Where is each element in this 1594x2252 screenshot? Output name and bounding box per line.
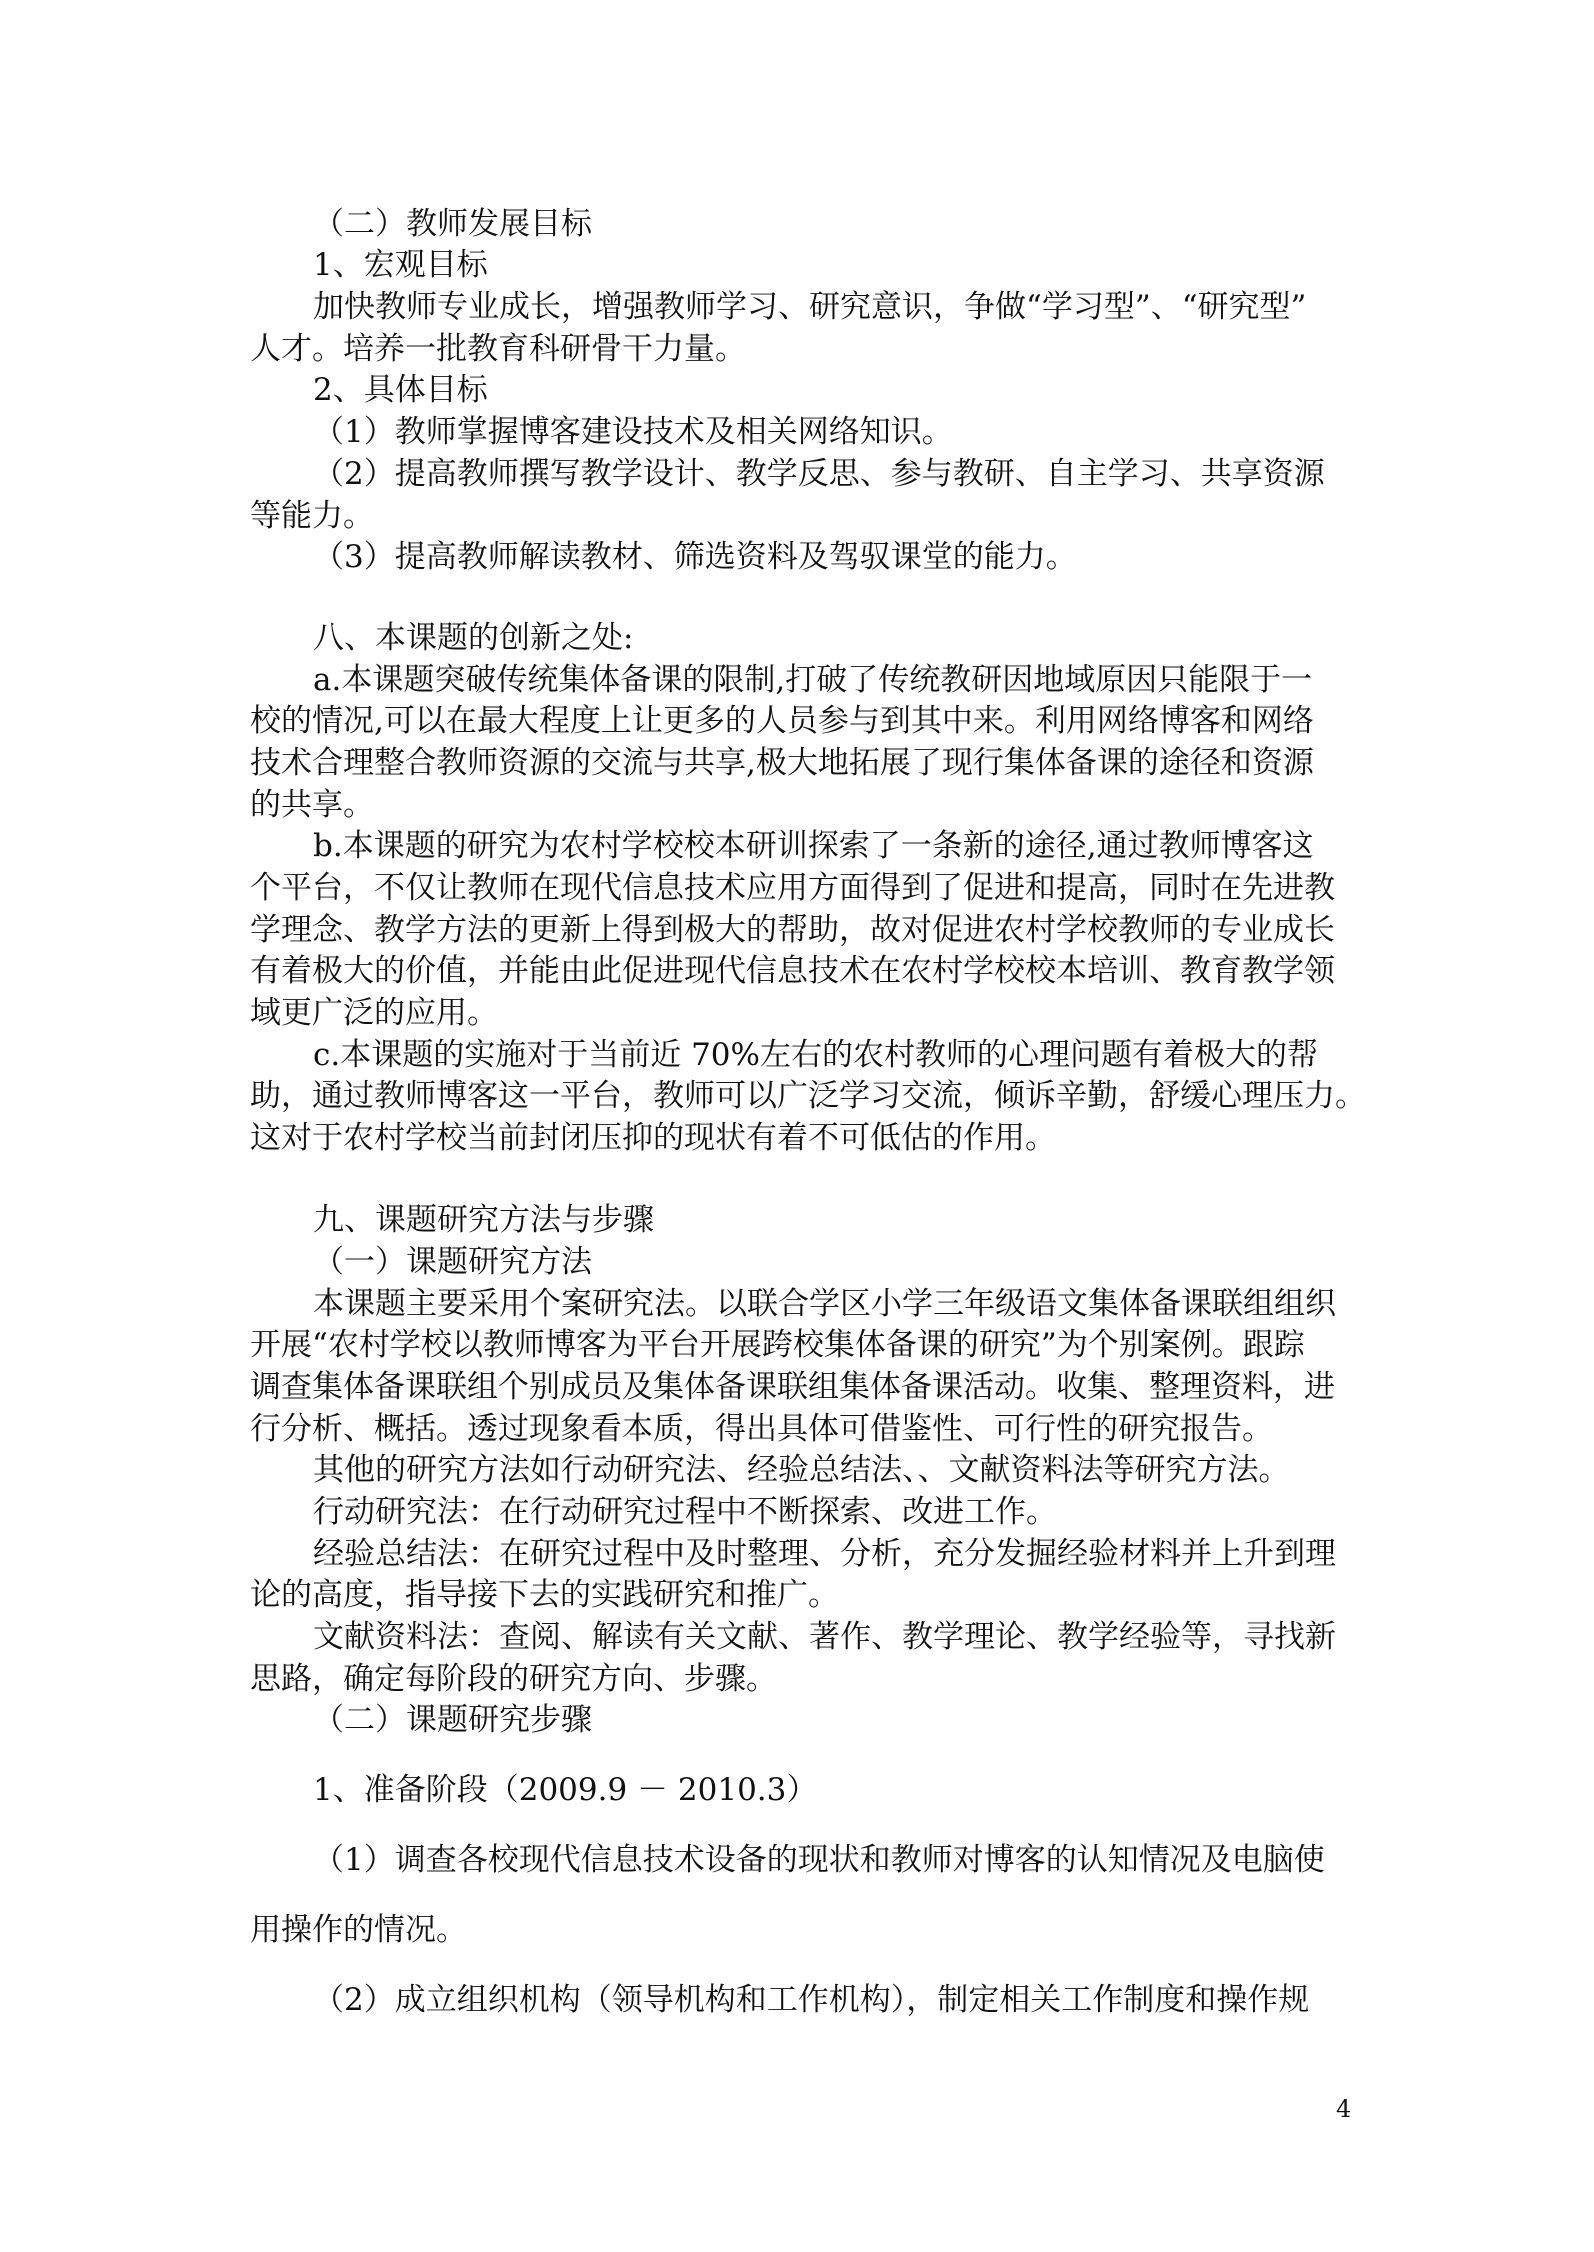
text-line: （二）教师发展目标 (313, 206, 592, 242)
text-line: 2、具体目标 (313, 372, 488, 408)
text-line: 行分析、概括。透过现象看本质，得出具体可借鉴性、可行性的研究报告。 (250, 1411, 1273, 1447)
text-line: 文献资料法：查阅、解读有关文献、著作、教学理论、教学经验等，寻找新 (313, 1619, 1336, 1655)
text-line: 这对于农村学校当前封闭压抑的现状有着不可低估的作用。 (250, 1120, 1056, 1156)
text-line: c.本课题的实施对于当前近 70%左右的农村教师的心理问题有着极大的帮 (313, 1037, 1318, 1073)
text-line: 有着极大的价值，并能由此促进现代信息技术在农村学校校本培训、教育教学领 (250, 953, 1335, 989)
text-line: 加快教师专业成长，增强教师学习、研究意识，争做“学习型”、“研究型” (313, 289, 1307, 325)
text-line: 1、宏观目标 (313, 247, 488, 283)
text-line: 1、准备阶段（2009.9 － 2010.3） (313, 1772, 818, 1808)
text-line: 助，通过教师博客这一平台，教师可以广泛学习交流，倾诉辛勤，舒缓心理压力。 (250, 1078, 1366, 1114)
text-line: 域更广泛的应用。 (250, 995, 498, 1031)
text-line: b.本课题的研究为农村学校校本研训探索了一条新的途径,通过教师博客这 (313, 828, 1314, 864)
page-number: 4 (1336, 2095, 1352, 2123)
text-line: 论的高度，指导接下去的实践研究和推广。 (250, 1577, 839, 1613)
section-heading: 八、本课题的创新之处: (313, 620, 634, 656)
text-line: 开展“农村学校以教师博客为平台开展跨校集体备课的研究”为个别案例。跟踪 (250, 1327, 1305, 1363)
text-line: （3）提高教师解读教材、筛选资料及驾驭课堂的能力。 (313, 539, 1077, 575)
text-line: 行动研究法：在行动研究过程中不断探索、改进工作。 (313, 1494, 1057, 1530)
text-line: 思路，确定每阶段的研究方向、步骤。 (250, 1661, 777, 1697)
section-heading: 九、课题研究方法与步骤 (313, 1202, 654, 1238)
text-line: 学理念、教学方法的更新上得到极大的帮助，故对促进农村学校教师的专业成长 (250, 912, 1335, 948)
text-line: （2）成立组织机构（领导机构和工作机构），制定相关工作制度和操作规 (313, 1982, 1310, 2018)
text-line: （1）调查各校现代信息技术设备的现状和教师对博客的认知情况及电脑使 (313, 1842, 1325, 1878)
text-line: 其他的研究方法如行动研究法、经验总结法、、文献资料法等研究方法。 (313, 1452, 1290, 1488)
text-line: 用操作的情况。 (250, 1912, 467, 1948)
text-line: 校的情况,可以在最大程度上让更多的人员参与到其中来。利用网络博客和网络 (250, 703, 1314, 739)
text-line: 的共享。 (250, 787, 374, 823)
text-line: 等能力。 (250, 498, 374, 534)
text-line: 调查集体备课联组个别成员及集体备课联组集体备课活动。收集、整理资料，进 (250, 1369, 1335, 1405)
text-line: 经验总结法：在研究过程中及时整理、分析，充分发掘经验材料并上升到理 (313, 1536, 1336, 1572)
text-line: （1）教师掌握博客建设技术及相关网络知识。 (313, 414, 953, 450)
text-line: a.本课题突破传统集体备课的限制,打破了传统教研因地域原因只能限于一 (313, 662, 1313, 698)
text-line: （2）提高教师撰写教学设计、教学反思、参与教研、自主学习、共享资源 (313, 456, 1325, 492)
text-line: 本课题主要采用个案研究法。以联合学区小学三年级语文集体备课联组组织 (313, 1286, 1336, 1322)
text-line: 人才。培养一批教育科研骨干力量。 (250, 331, 746, 367)
text-line: 技术合理整合教师资源的交流与共享,极大地拓展了现行集体备课的途径和资源 (250, 745, 1314, 781)
text-line: （一）课题研究方法 (313, 1244, 592, 1280)
text-line: （二）课题研究步骤 (313, 1702, 592, 1738)
text-line: 个平台，不仅让教师在现代信息技术应用方面得到了促进和提高，同时在先进教 (250, 870, 1335, 906)
